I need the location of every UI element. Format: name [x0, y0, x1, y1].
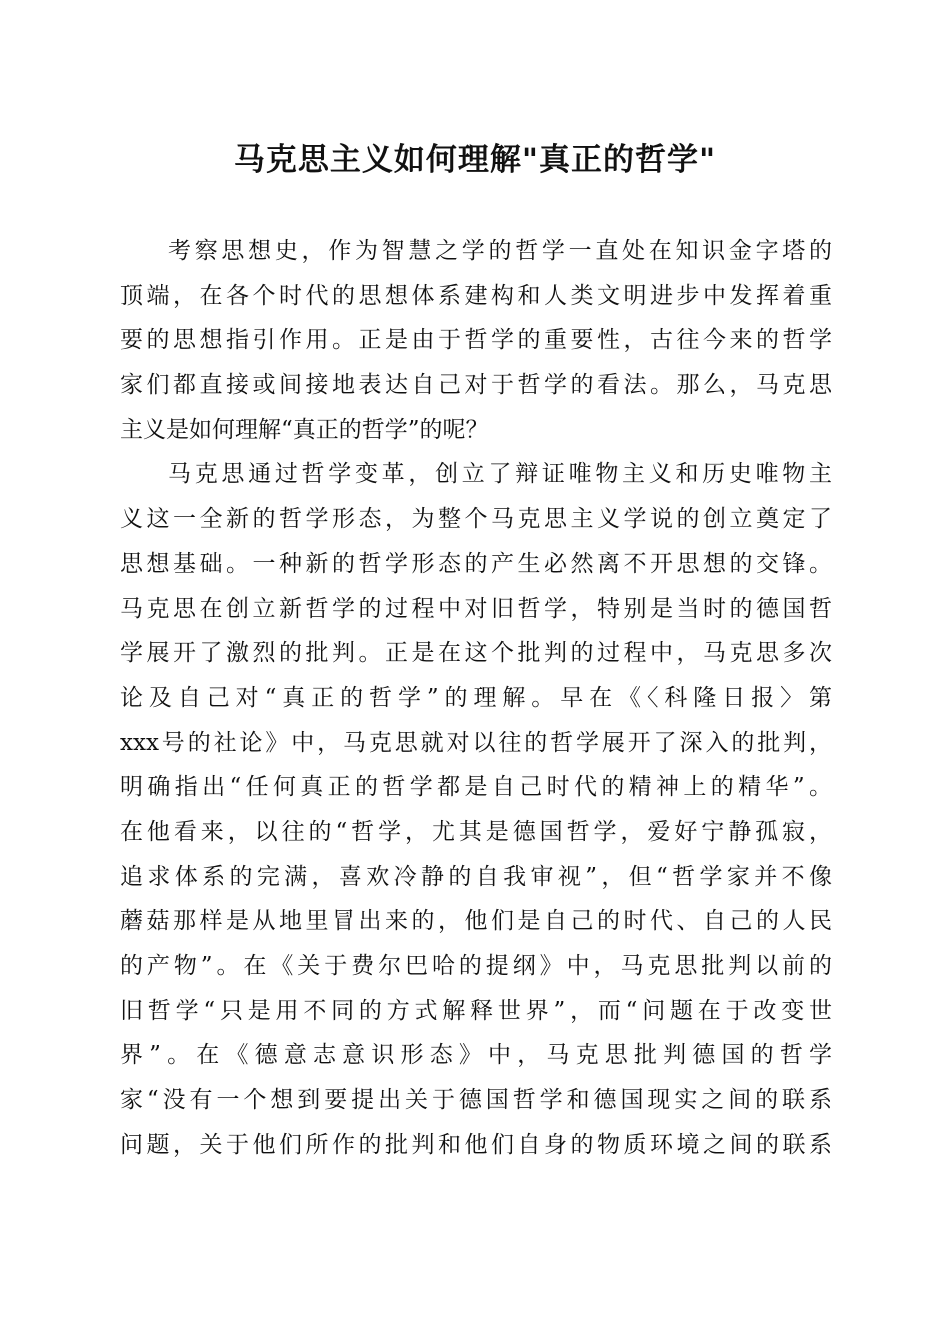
text-line: 顶端，在各个时代的思想体系建构和人类文明进步中发挥着重	[120, 282, 832, 309]
text-line: 界”。在《德意志意识形态》中，马克思批判德国的哲学	[120, 1042, 832, 1069]
text-line: xxx号的社论》中，马克思就对以往的哲学展开了深入的批判，	[120, 729, 832, 756]
text-line: 家“没有一个想到要提出关于德国哲学和德国现实之间的联系	[120, 1087, 832, 1114]
text-line: 在他看来，以往的“哲学，尤其是德国哲学，爱好宁静孤寂，	[120, 818, 832, 845]
text-line: 思想基础。一种新的哲学形态的产生必然离不开思想的交锋。	[120, 550, 832, 577]
text-line: 主义是如何理解“真正的哲学”的呢？	[120, 416, 489, 443]
document-body	[120, 229, 832, 1167]
text-line: 论及自己对“真正的哲学”的理解。早在《〈科隆日报〉第	[120, 684, 832, 711]
text-line: 问题，关于他们所作的批判和他们自身的物质环境之间的联系	[120, 1131, 832, 1158]
text-line: 义这一全新的哲学形态，为整个马克思主义学说的创立奠定了	[120, 506, 832, 533]
text-line: 要的思想指引作用。正是由于哲学的重要性，古往今来的哲学	[120, 327, 832, 354]
text-line: 学展开了激烈的批判。正是在这个批判的过程中，马克思多次	[120, 640, 832, 667]
text-line: 蘑菇那样是从地里冒出来的，他们是自己的时代、自己的人民	[120, 908, 832, 935]
document-title: 马克思主义如何理解"真正的哲学"	[233, 142, 717, 178]
text-line: 考察思想史，作为智慧之学的哲学一直处在知识金字塔的	[168, 238, 832, 264]
text-line: 马克思通过哲学变革，创立了辩证唯物主义和历史唯物主	[168, 461, 832, 488]
text-line: 家们都直接或间接地表达自己对于哲学的看法。那么，马克思	[120, 372, 832, 399]
text-line: 明确指出“任何真正的哲学都是自己时代的精神上的精华”。	[120, 774, 832, 801]
text-line: 马克思在创立新哲学的过程中对旧哲学，特别是当时的德国哲	[120, 595, 832, 622]
text-line: 追求体系的完满，喜欢冷静的自我审视”，但“哲学家并不像	[120, 863, 832, 890]
text-line: 旧哲学“只是用不同的方式解释世界”，而“问题在于改变世	[120, 997, 832, 1024]
text-line: 的产物”。在《关于费尔巴哈的提纲》中，马克思批判以前的	[120, 953, 832, 979]
